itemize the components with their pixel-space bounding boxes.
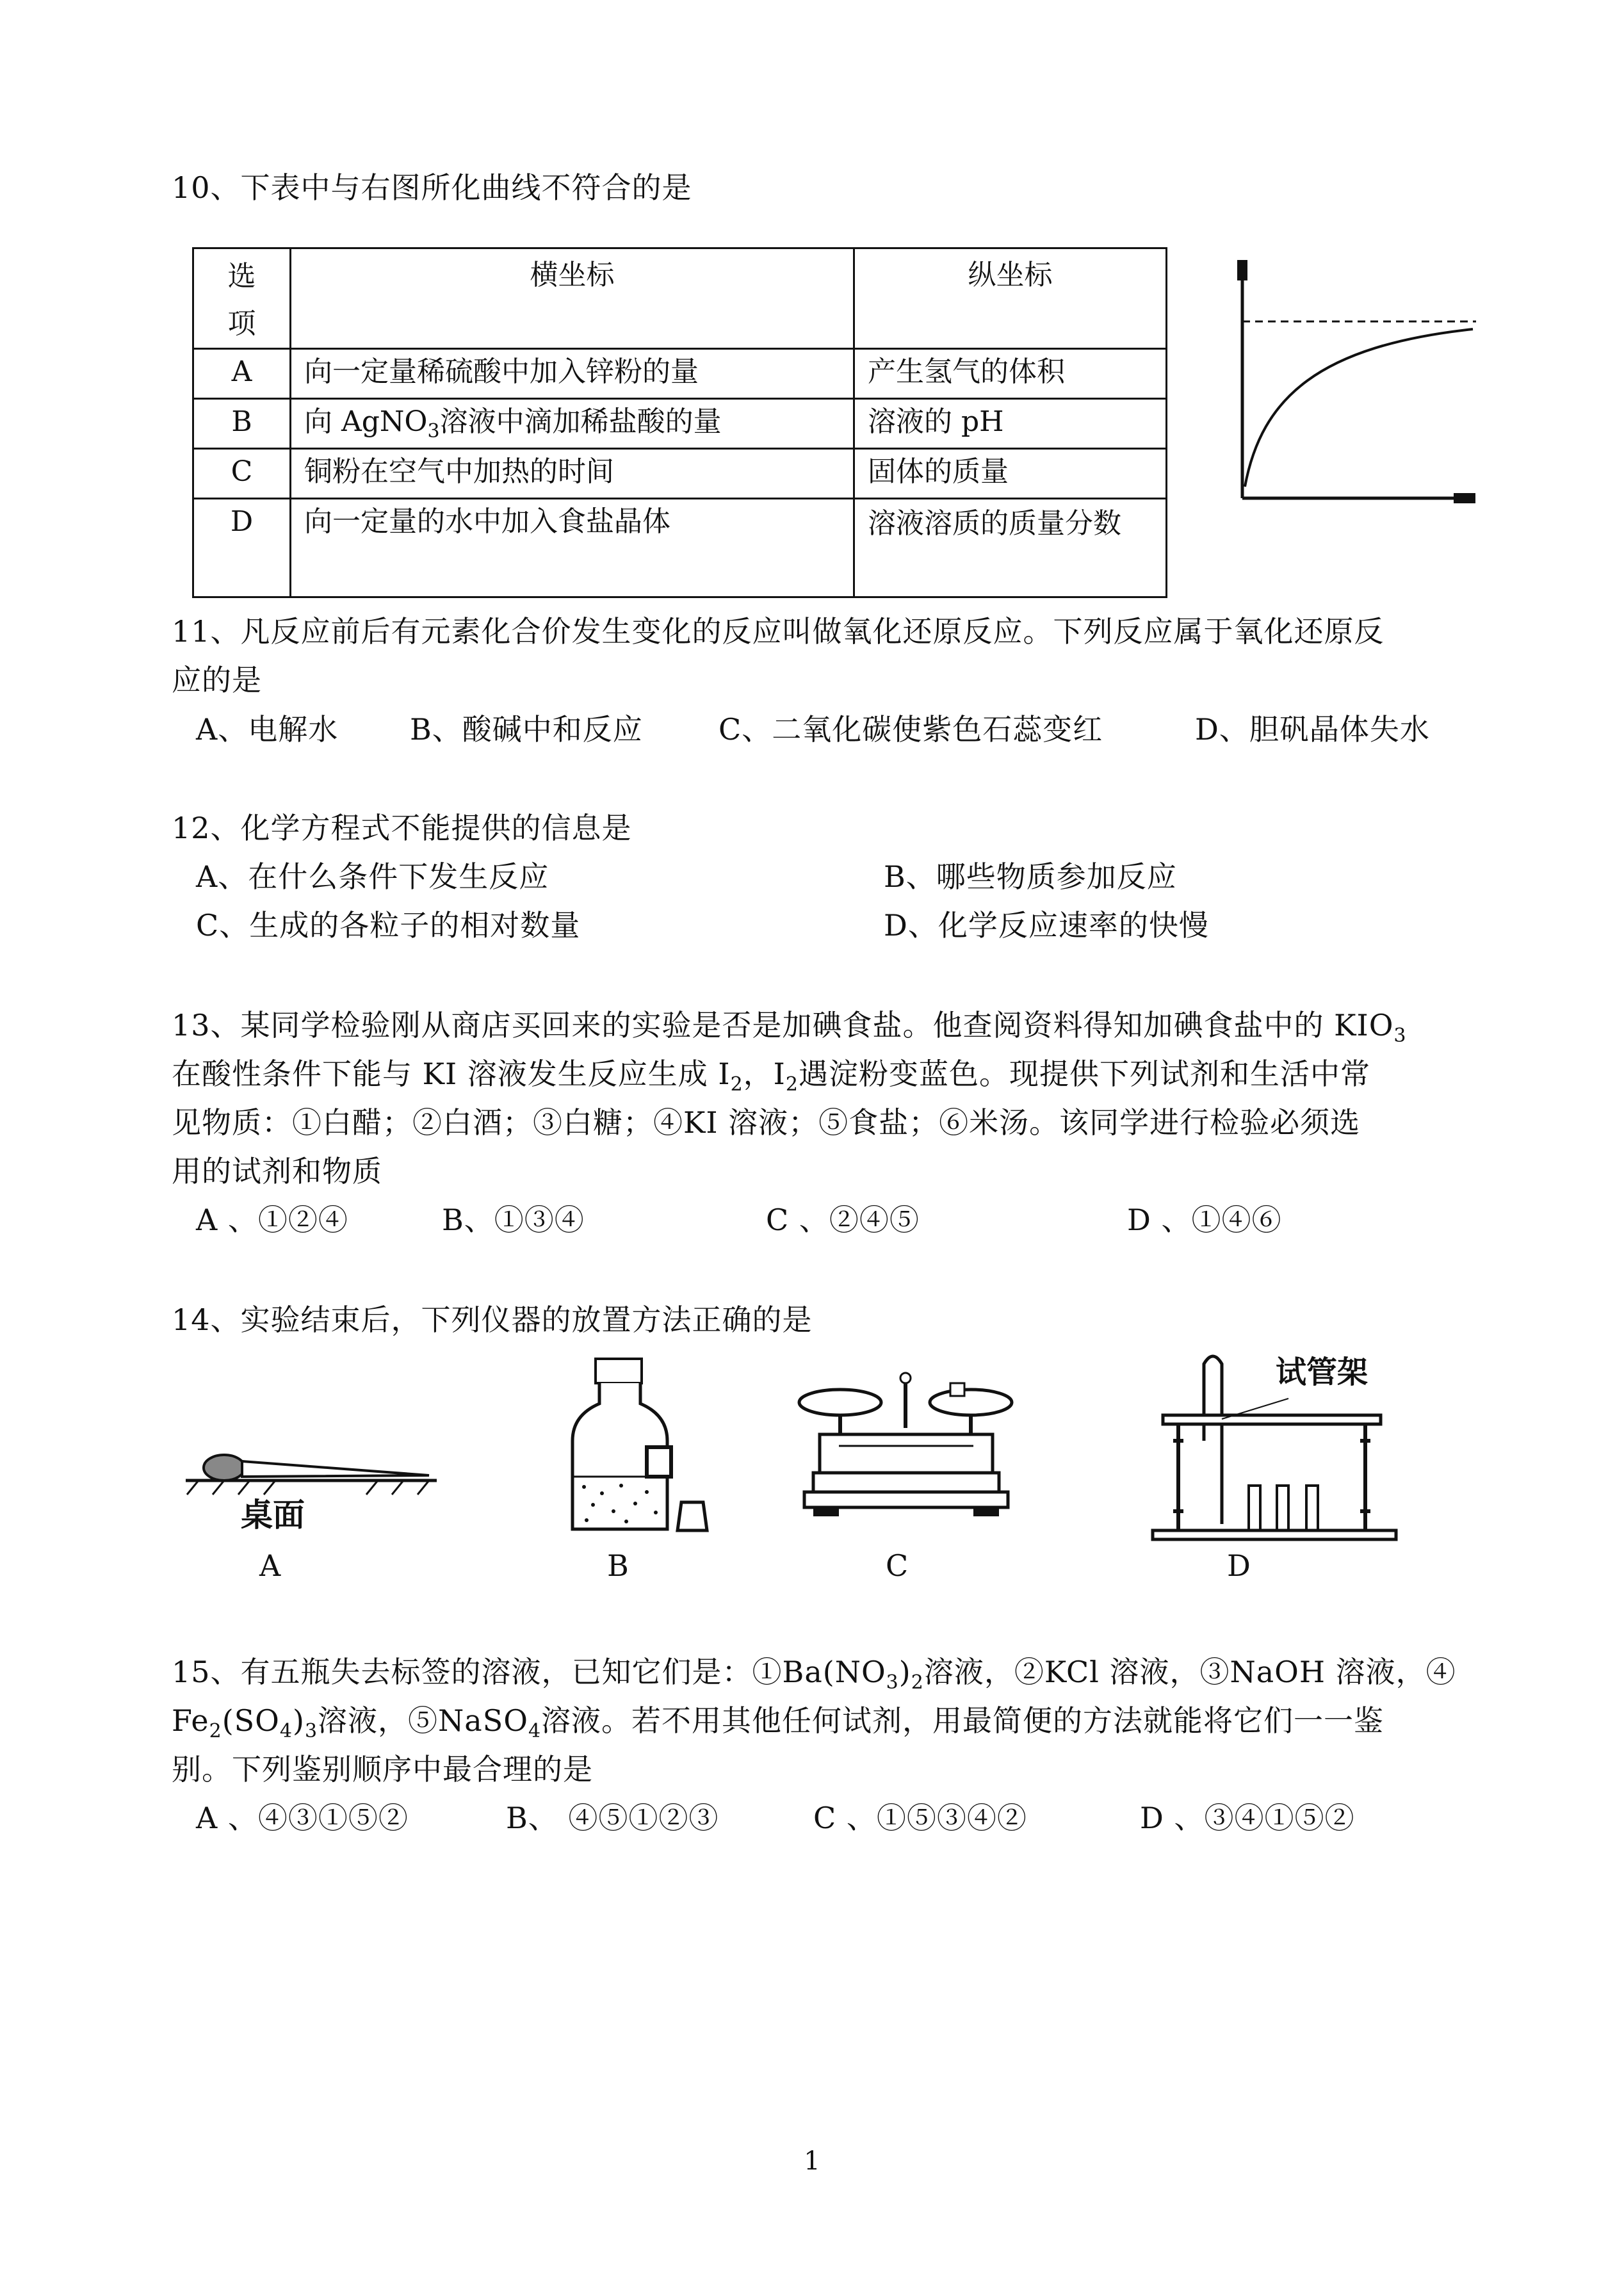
q15-option-a: A 、④③①⑤② xyxy=(196,1801,409,1835)
q11-stem-line1: 11、凡反应前后有元素化合价发生变化的反应叫做氧化还原反应。下列反应属于氧化还原反 xyxy=(172,614,1384,649)
row-y: 产生氢气的体积 xyxy=(854,349,1167,399)
dropper-on-desk-figure xyxy=(186,1434,442,1530)
q13-stem-line3: 见物质：①白醋；②白酒；③白糖；④KI 溶液；⑤食盐；⑥米汤。该同学进行检验必须选 xyxy=(172,1105,1361,1140)
header-y-axis: 纵坐标 xyxy=(854,248,1167,349)
row-x: 向一定量的水中加入食盐晶体 xyxy=(291,499,854,597)
q15-option-c: C 、①⑤③④② xyxy=(813,1801,1027,1835)
q13-stem-line4: 用的试剂和物质 xyxy=(172,1154,382,1188)
q13-stem-line1: 13、某同学检验刚从商店买回来的实验是否是加碘食盐。他查阅资料得知加碘食盐中的 $KIO_3$ xyxy=(172,1008,1407,1047)
q10-table xyxy=(192,247,1167,598)
figure-label-c: C xyxy=(886,1548,909,1583)
q15-stem-line2: $Fe_2(SO_4)_3$溶液，⑤NaSO$_4$溶液。若不用其他任何试剂，用最简便的方法就能将它们一一鉴 xyxy=(172,1703,1384,1742)
q12-option-a: A、在什么条件下发生反应 xyxy=(196,859,549,894)
balance-scale-figure xyxy=(794,1370,1025,1537)
q15-stem-line3: 别。下列鉴别顺序中最合理的是 xyxy=(172,1752,593,1787)
figure-label-a: A xyxy=(259,1548,281,1583)
header-x-axis: 横坐标 xyxy=(291,248,854,349)
figure-label-b: B xyxy=(607,1548,629,1583)
saturation-curve-figure xyxy=(1217,250,1486,519)
q14-stem: 14、实验结束后，下列仪器的放置方法正确的是 xyxy=(172,1302,813,1337)
q11-option-c: C、二氧化碳使紫色石蕊变红 xyxy=(719,712,1103,747)
row-y: 溶液溶质的质量分数 xyxy=(854,499,1167,597)
q12-option-b: B、哪些物质参加反应 xyxy=(884,859,1177,894)
table-row xyxy=(193,399,1167,449)
table-row xyxy=(193,499,1167,597)
test-tube-rack-figure xyxy=(1140,1345,1409,1550)
reagent-bottle-figure xyxy=(551,1351,717,1537)
header-option: 选项 xyxy=(193,248,291,349)
row-x: 向 AgNO$_3$溶液中滴加稀盐酸的量 xyxy=(291,399,854,449)
q11-option-d: D、胆矾晶体失水 xyxy=(1195,712,1430,747)
row-y: 溶液的 pH xyxy=(854,399,1167,449)
row-x: 向一定量稀硫酸中加入锌粉的量 xyxy=(291,349,854,399)
q12-stem: 12、化学方程式不能提供的信息是 xyxy=(172,811,632,845)
row-y: 固体的质量 xyxy=(854,449,1167,499)
q13-stem-line2: 在酸性条件下能与 KI 溶液发生反应生成 $I_2$，$I_2$遇淀粉变蓝色。现提供下列试剂和生活中常 xyxy=(172,1057,1370,1096)
page-number: 1 xyxy=(804,2146,820,2176)
q11-stem-line2: 应的是 xyxy=(172,663,262,697)
q12-option-c: C、生成的各粒子的相对数量 xyxy=(196,908,581,943)
q13-option-a: A 、①②④ xyxy=(196,1203,348,1237)
q11-option-b: B、酸碱中和反应 xyxy=(410,712,643,747)
q15-option-d: D 、③④①⑤② xyxy=(1140,1801,1355,1835)
row-x: 铜粉在空气中加热的时间 xyxy=(291,449,854,499)
table-row xyxy=(193,449,1167,499)
row-option: B xyxy=(193,399,291,449)
q12-option-d: D、化学反应速率的快慢 xyxy=(884,908,1209,943)
q13-option-b: B、①③④ xyxy=(442,1203,585,1237)
rack-label: 试管架 xyxy=(1276,1354,1368,1390)
table-row xyxy=(193,349,1167,399)
row-option: A xyxy=(193,349,291,399)
q13-option-d: D 、①④⑥ xyxy=(1127,1203,1282,1237)
row-option: D xyxy=(193,499,291,597)
figure-label-d: D xyxy=(1227,1548,1251,1583)
q15-stem-line1: 15、有五瓶失去标签的溶液，已知它们是：$①Ba(NO_3)_2$溶液，②KCl 溶液，③NaOH 溶液，④ xyxy=(172,1655,1456,1694)
desk-label: 桌面 xyxy=(241,1496,305,1534)
q15-option-b: B、 ④⑤①②③ xyxy=(506,1801,719,1835)
q10-stem: 10、下表中与右图所化曲线不符合的是 xyxy=(172,170,692,205)
q11-option-a: A、电解水 xyxy=(196,712,339,747)
row-option: C xyxy=(193,449,291,499)
q13-option-c: C 、②④⑤ xyxy=(766,1203,920,1237)
